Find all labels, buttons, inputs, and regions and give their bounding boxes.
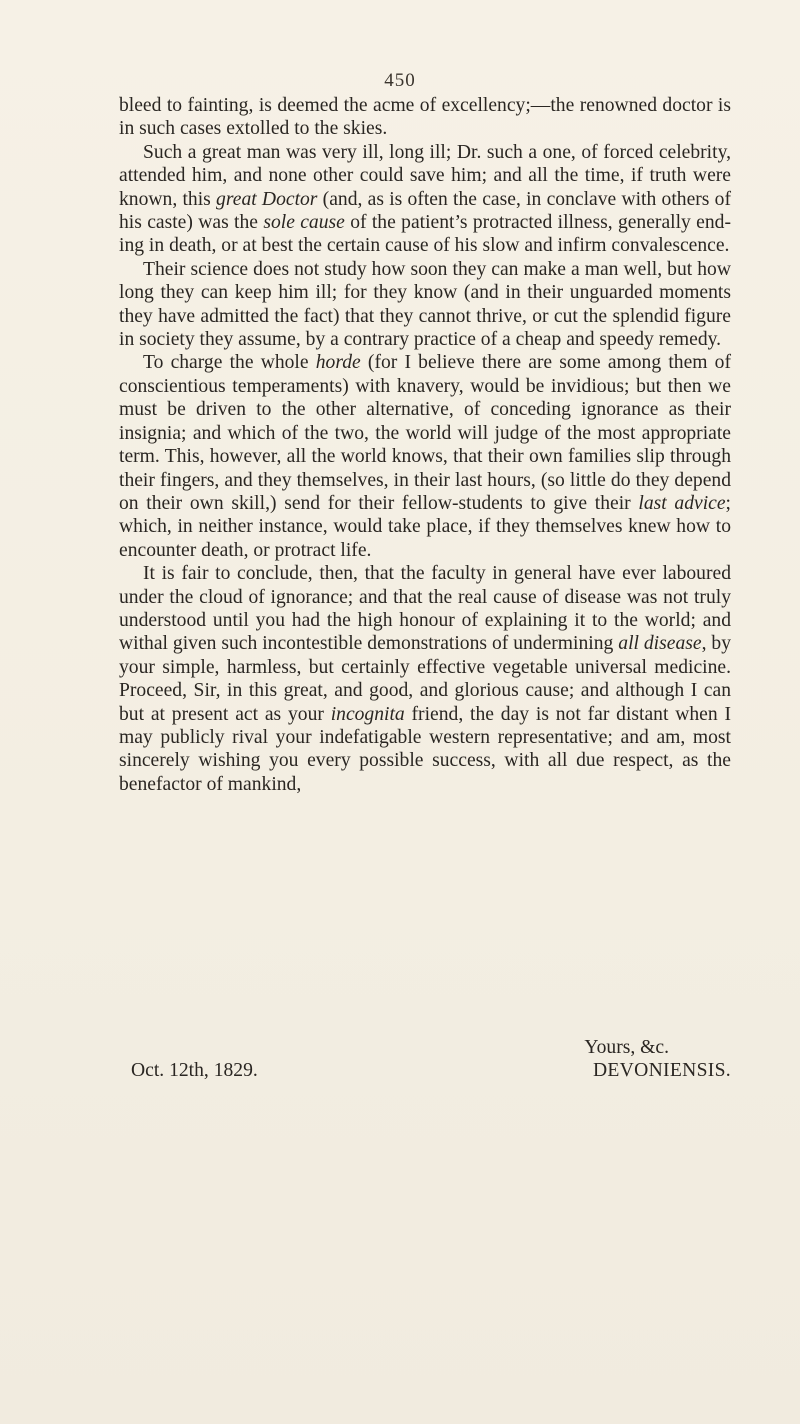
- valediction: Yours, &c.: [584, 1037, 669, 1058]
- paragraph: [119, 351, 731, 562]
- text-run: of the patient’s protracted illness, generally ending in death, or at best the certain cause of his slow and infirm convalescence.: [119, 212, 731, 257]
- paragraph: [119, 258, 731, 352]
- text-run: ; which, in neither instance, would take place, if they themselves knew how to encounter death, or protract life.: [119, 492, 731, 561]
- paragraph: [119, 141, 731, 258]
- italic-text: all disease: [618, 633, 702, 655]
- text-run: Their science does not study how soon they can make a man well, but how long they can keep him ill; for they know (and in their unguarded moments they have admitted the fact) that they cannot thrive, or cut the splendid figure in society they assume, by a contrary practice of a cheap and speedy remedy.: [119, 258, 731, 351]
- text-run: Such a great man was very ill, long ill; Dr. such a one, of forced celebrity, attended him, and none other could save him; and all the time, if truth were known, this: [119, 141, 731, 210]
- italic-text: great Doctor: [216, 188, 318, 210]
- body-text: [119, 94, 731, 796]
- text-run: To charge the whole: [143, 352, 316, 374]
- letter-date: Oct. 12th, 1829.: [131, 1060, 258, 1082]
- page-number: 450: [384, 70, 416, 91]
- text-run: (for I believe there are some among them of conscientious temperaments) with knavery, would be invidious; but then we must be driven to the other alternative, of conceding ignorance as their insignia; and which of the two, the world will judge of the most appropriate term. This, however, all the world knows, that their own families slip through their fingers, and they themselves, in their last hours, (so little do they depend on their own skill,) send for their fellow-students to give their: [119, 352, 731, 514]
- italic-text: last advice: [638, 492, 726, 514]
- signature: DEVONIENSIS.: [592, 1060, 731, 1082]
- text-run: bleed to fainting, is deemed the acme of excellency;—the renowned doctor is in such cases extolled to the skies.: [119, 95, 731, 140]
- text-run: , by your simple, harmless, but certainly effective vegetable universal medicine. Proceed, Sir, in this great, and good, and glorious cause; and although I can but at present act as your: [119, 633, 732, 725]
- text-run: friend, the day is not far distant when I may publicly rival your indefatigable western representative; and am, most sincerely wishing you every possible success, with all due respect, as the benefactor of mankind,: [119, 703, 731, 795]
- letter-closing: [119, 1036, 731, 1083]
- italic-text: incognita: [330, 703, 405, 725]
- paragraph: [119, 94, 731, 141]
- paragraph: [119, 562, 731, 796]
- signature-row: [119, 1059, 731, 1082]
- italic-text: sole cause: [263, 212, 345, 234]
- text-run: It is fair to conclude, then, that the faculty in general have ever laboured under the cloud of ignorance; and that the real cause of disease was not truly understood until you had the high honour of explaining it to the world; and withal given such incontestible demonstrations of undermining: [119, 563, 731, 655]
- italic-text: horde: [315, 352, 361, 374]
- text-run: (and, as is often the case, in conclave with others of his caste) was the: [119, 188, 731, 234]
